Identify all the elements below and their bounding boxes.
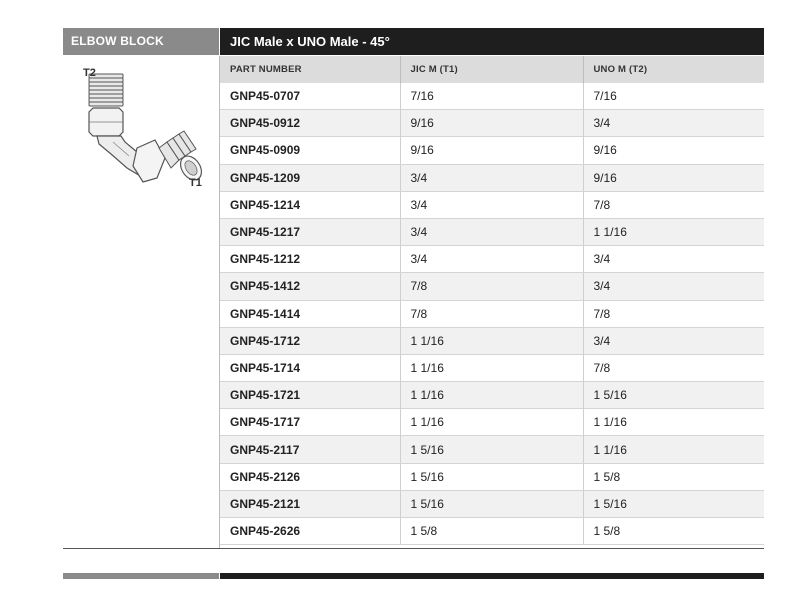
part-number-cell: GNP45-2626	[220, 518, 400, 545]
table-row	[220, 137, 764, 164]
section-title: JIC Male x UNO Male - 45°	[220, 28, 764, 55]
table-row	[220, 409, 764, 436]
table-row	[220, 300, 764, 327]
uno-size-cell: 9/16	[583, 137, 764, 164]
uno-size-cell: 1 5/16	[583, 382, 764, 409]
jic-size-cell: 7/8	[400, 300, 583, 327]
header-part-number: PART NUMBER	[220, 56, 400, 83]
part-number-cell: GNP45-0912	[220, 110, 400, 137]
table-row	[220, 436, 764, 463]
jic-size-cell: 9/16	[400, 110, 583, 137]
uno-size-cell: 1 5/16	[583, 490, 764, 517]
part-number-cell: GNP45-1214	[220, 191, 400, 218]
part-number-cell: GNP45-0707	[220, 83, 400, 110]
jic-size-cell: 7/8	[400, 273, 583, 300]
table-row	[220, 327, 764, 354]
uno-size-cell: 7/8	[583, 354, 764, 381]
part-number-cell: GNP45-1412	[220, 273, 400, 300]
table-row	[220, 83, 764, 110]
part-number-cell: GNP45-1717	[220, 409, 400, 436]
jic-size-cell: 9/16	[400, 137, 583, 164]
part-number-cell: GNP45-2117	[220, 436, 400, 463]
part-number-table	[220, 56, 764, 545]
jic-size-cell: 3/4	[400, 164, 583, 191]
uno-size-cell: 1 5/8	[583, 518, 764, 545]
table-row	[220, 490, 764, 517]
jic-size-cell: 3/4	[400, 246, 583, 273]
next-section-title-bar	[220, 573, 764, 579]
part-number-cell: GNP45-1414	[220, 300, 400, 327]
part-number-cell: GNP45-0909	[220, 137, 400, 164]
table-row	[220, 273, 764, 300]
uno-size-cell: 1 1/16	[583, 409, 764, 436]
table-header-row	[220, 56, 764, 83]
uno-size-cell: 1 1/16	[583, 218, 764, 245]
jic-size-cell: 1 5/16	[400, 490, 583, 517]
uno-size-cell: 9/16	[583, 164, 764, 191]
jic-size-cell: 1 1/16	[400, 382, 583, 409]
table-row	[220, 518, 764, 545]
table-row	[220, 246, 764, 273]
fitting-illustration	[63, 56, 219, 548]
part-number-cell: GNP45-1721	[220, 382, 400, 409]
jic-size-cell: 7/16	[400, 83, 583, 110]
uno-size-cell: 3/4	[583, 273, 764, 300]
part-number-cell: GNP45-2121	[220, 490, 400, 517]
jic-size-cell: 1 5/16	[400, 436, 583, 463]
table-row	[220, 354, 764, 381]
table-row	[220, 191, 764, 218]
table-row	[220, 382, 764, 409]
part-number-cell: GNP45-1212	[220, 246, 400, 273]
part-number-cell: GNP45-1712	[220, 327, 400, 354]
part-number-cell: GNP45-1217	[220, 218, 400, 245]
section-label: ELBOW BLOCK	[63, 28, 219, 55]
uno-size-cell: 3/4	[583, 246, 764, 273]
jic-size-cell: 1 5/8	[400, 518, 583, 545]
header-uno-m-t2: UNO M (T2)	[583, 56, 764, 83]
header-jic-m-t1: JIC M (T1)	[400, 56, 583, 83]
table-row	[220, 110, 764, 137]
jic-size-cell: 1 1/16	[400, 409, 583, 436]
table-bottom-rule	[63, 548, 764, 549]
next-section-label-bar	[63, 573, 219, 579]
uno-size-cell: 7/8	[583, 300, 764, 327]
part-number-cell: GNP45-1714	[220, 354, 400, 381]
part-number-cell: GNP45-2126	[220, 463, 400, 490]
table-row	[220, 164, 764, 191]
jic-size-cell: 1 1/16	[400, 354, 583, 381]
jic-size-cell: 1 1/16	[400, 327, 583, 354]
table-row	[220, 218, 764, 245]
uno-size-cell: 7/8	[583, 191, 764, 218]
uno-size-cell: 7/16	[583, 83, 764, 110]
uno-size-cell: 3/4	[583, 327, 764, 354]
jic-size-cell: 3/4	[400, 191, 583, 218]
uno-size-cell: 1 1/16	[583, 436, 764, 463]
t2-label: T2	[83, 67, 96, 79]
table-row	[220, 463, 764, 490]
uno-size-cell: 3/4	[583, 110, 764, 137]
t1-label: T1	[189, 177, 202, 189]
uno-size-cell: 1 5/8	[583, 463, 764, 490]
part-number-cell: GNP45-1209	[220, 164, 400, 191]
jic-size-cell: 3/4	[400, 218, 583, 245]
jic-size-cell: 1 5/16	[400, 463, 583, 490]
